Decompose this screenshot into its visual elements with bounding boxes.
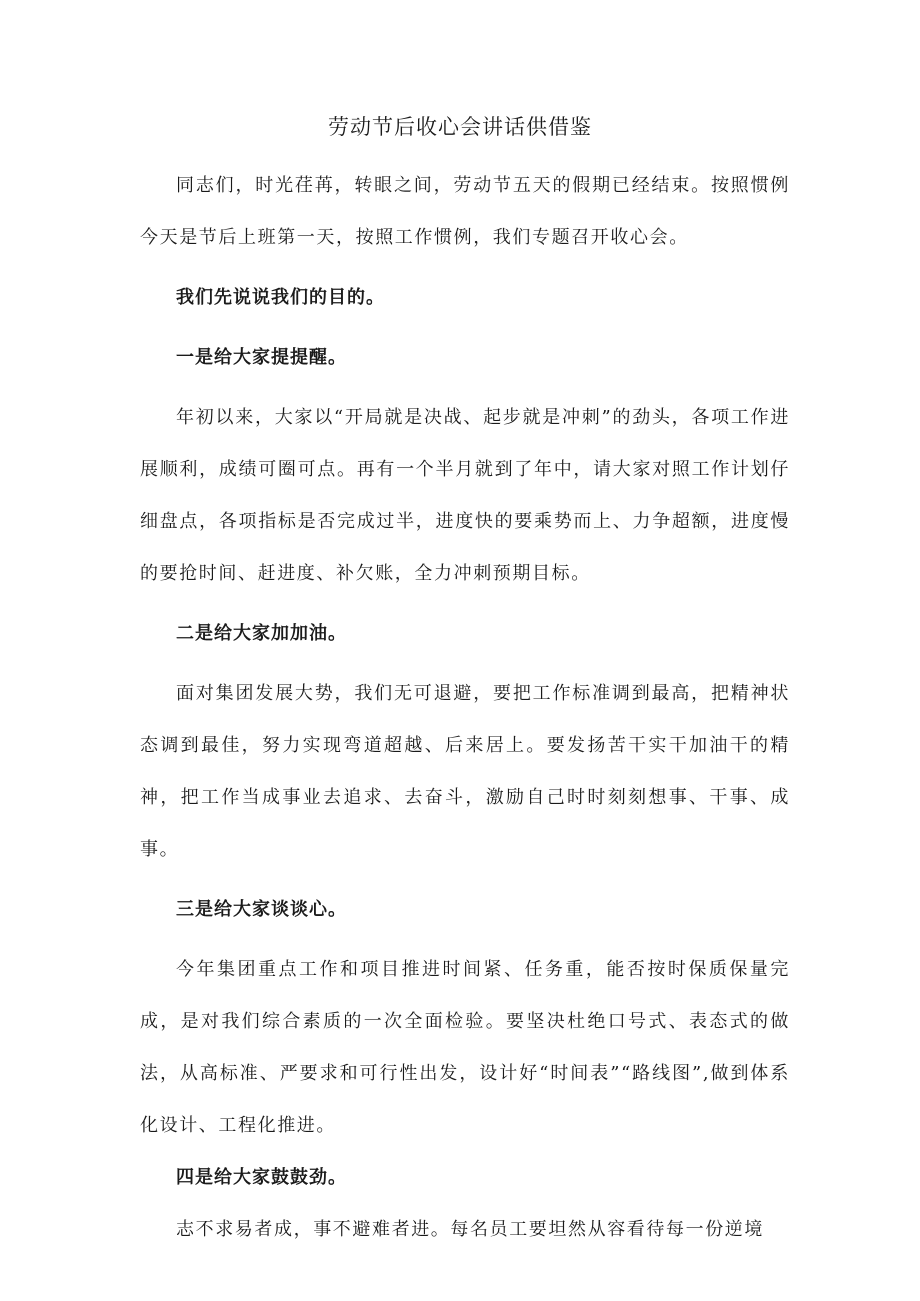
paragraph-intro: 同志们，时光荏苒，转眼之间，劳动节五天的假期已经结束。按照惯例今天是节后上班第一天，按照工作惯例，我们专题召开收心会。 <box>140 175 790 248</box>
paragraph-point-four: 志不求易者成，事不避难者进。每名员工要坦然从容看待每一份逆境 <box>176 1219 764 1240</box>
paragraph-point-one: 年初以来，大家以“开局就是决战、起步就是冲刺”的劲头，各项工作进展顺利，成绩可圈可点。再有一个半月就到了年中，请大家对照工作计划仔细盘点，各项指标是否完成过半，进度快的要乘势而上、力争超额，进度慢的要抢时间、赶进度、补欠账，全力冲刺预期目标。 <box>140 407 790 584</box>
paragraph-point-two: 面对集团发展大势，我们无可退避，要把工作标准调到最高，把精神状态调到最佳，努力实现弯道超越、后来居上。要发扬苦干实干加油干的精神，把工作当成事业去追求、去奋斗，激励自己时时刻刻想事、干事、成事。 <box>140 683 790 860</box>
document-title: 劳动节后收心会讲话供借鉴 <box>328 115 592 139</box>
heading-point-four: 四是给大家鼓鼓劲。 <box>176 1167 347 1188</box>
heading-point-three: 三是给大家谈谈心。 <box>176 899 347 920</box>
document-body <box>140 160 790 1256</box>
heading-point-one: 一是给大家提提醒。 <box>176 347 347 368</box>
paragraph-point-three: 今年集团重点工作和项目推进时间紧、任务重，能否按时保质保量完成，是对我们综合素质的一次全面检验。要坚决杜绝口号式、表态式的做法，从高标准、严要求和可行性出发，设计好“时间表”“路线图”,做到体系化设计、工程化推进。 <box>140 959 790 1136</box>
heading-point-two: 二是给大家加加油。 <box>176 623 347 644</box>
heading-purpose: 我们先说说我们的目的。 <box>176 287 385 308</box>
